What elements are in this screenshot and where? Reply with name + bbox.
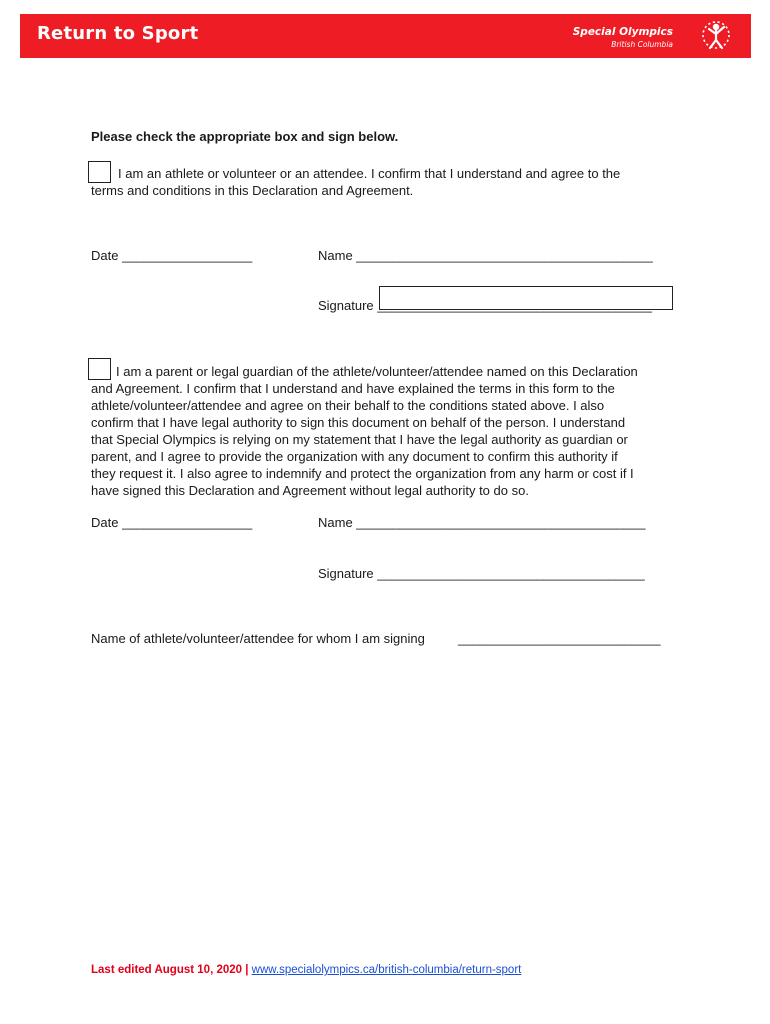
logo-subtitle: British Columbia [611,40,673,49]
option2-name-field[interactable]: Name ________________________________________ [318,515,646,530]
special-olympics-logo [572,18,733,54]
special-olympics-figure-icon [699,18,733,54]
option2-line6: parent, and I agree to provide the organization with any document to confirm this authority if [91,449,618,464]
athlete-checkbox[interactable] [88,161,111,183]
instruction-text: Please check the appropriate box and sign below. [91,129,399,144]
footer [91,964,521,976]
footer-last-edited: Last edited August 10, 2020 | [91,964,249,976]
athlete-name-field[interactable]: ____________________________ [458,631,661,646]
option2-line8: have signed this Declaration and Agreement without legal authority to do so. [91,483,529,498]
option2-date-field[interactable]: Date __________________ [91,515,253,530]
option2-line5: that Special Olympics is relying on my statement that I have the legal authority as guardian or [91,432,628,447]
option2-line1: I am a parent or legal guardian of the athlete/volunteer/attendee named on this Declaration [116,364,638,379]
option2-line7: they request it. I also agree to indemnify and protect the organization from any harm or cost if I [91,466,634,481]
header-banner [20,14,751,58]
option1-date-field[interactable]: Date __________________ [91,248,253,263]
page-title: Return to Sport [37,23,199,44]
athlete-name-label: Name of athlete/volunteer/attendee for whom I am signing [91,631,425,646]
footer-link[interactable]: www.specialolympics.ca/british-columbia/return-sport [251,964,522,976]
option1-line2: terms and conditions in this Declaration and Agreement. [91,183,414,198]
option1-name-field[interactable]: Name _________________________________________ [318,248,653,263]
option2-signature-field[interactable]: Signature _____________________________________ [318,566,645,581]
option1-line1: I am an athlete or volunteer or an attendee. I confirm that I understand and agree to the [118,166,621,181]
guardian-checkbox[interactable] [88,358,111,380]
option2-line2: and Agreement. I confirm that I understand and have explained the terms in this form to the [91,381,615,396]
option2-line4: confirm that I have legal authority to sign this document on behalf of the person. I understand [91,415,626,430]
logo-name: Special Olympics [572,26,673,38]
option2-line3: athlete/volunteer/attendee and agree on their behalf to the conditions stated above. I also [91,398,605,413]
option1-signature-box[interactable] [379,286,673,310]
option1-signature-field[interactable]: Signature ______________________________________ [318,298,653,313]
